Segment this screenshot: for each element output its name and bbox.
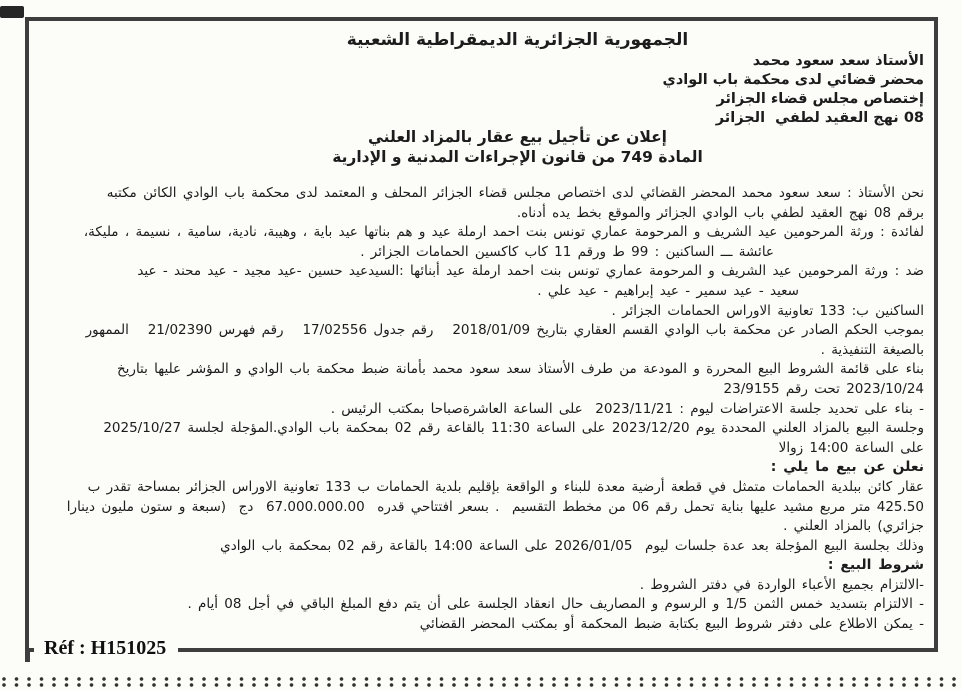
body-line: سعيد - عيد سمير - عيد إبراهيم - عيد علي . xyxy=(537,282,799,299)
body-line: برقم 08 نهج العقيد لطفي باب الوادي الجزائر والموقع بخط يده أدناه. xyxy=(516,204,924,221)
body-line: جزائري) بالمزاد العلني . xyxy=(783,518,924,535)
body-line: - الالتزام بتسديد خمس الثمن 1/5 و الرسوم و المصاريف حال انعقاد الجلسة على أن يتم دفع المبلغ الباقي في أجل 08 أيام . xyxy=(187,596,924,613)
body-line: - يمكن الاطلاع على دفتر شروط البيع بكتابة ضبط المحكمة أو بمكتب المحضر القضائي xyxy=(419,616,924,633)
scan-smudge-artifact xyxy=(0,6,24,18)
bailiff-header-line: الأستاذ سعد سعود محمد xyxy=(752,53,924,69)
bailiff-header-line: 08 نهج العقيد لطفي الجزائر xyxy=(715,110,924,126)
perforated-edge xyxy=(0,676,962,688)
notice-title-line: إعلان عن تأجيل بيع عقار بالمزاد العلني xyxy=(368,128,667,146)
republic-title: الجمهورية الجزائرية الديمقراطية الشعبية xyxy=(346,30,689,50)
reference-label: Réf : H151025 xyxy=(34,634,178,662)
body-line: - بناء على تحديد جلسة الاعتراضات ليوم : 2023/11/21 على الساعة العاشرةصباحا بمكتب الرئيس . xyxy=(330,400,924,417)
bailiff-header-line: محضر قضائي لدى محكمة باب الوادي xyxy=(662,72,924,88)
body-line: -الالتزام بجميع الأعباء الواردة في دفتر الشروط . xyxy=(639,576,924,593)
notice-body xyxy=(39,184,924,635)
body-line: لفائدة : ورثة المرحومين عيد الشريف و المرحومة عماري تونس بنت احمد ارملة عيد و هم بناتها عيد باية ، وهيبة، نادية، سامية ، نسيمة ، مليكة، xyxy=(83,224,924,241)
body-line: بموجب الحكم الصادر عن محكمة باب الوادي القسم العقاري بتاريخ 2018/01/09 رقم جدول 17/02556 رقم فهرس 21/02390 الممهور xyxy=(85,322,924,339)
body-line: نحن الأستاذ : سعد سعود محمد المحضر القضائي لدى اختصاص مجلس قضاء الجزائر المحلف و المعتمد لدى محكمة باب الوادي الكائن مكتبه xyxy=(106,185,924,201)
body-line: على الساعة 14:00 زوالا xyxy=(778,439,924,456)
body-line: وذلك بجلسة البيع المؤجلة بعد عدة جلسات ليوم 2026/01/05 على الساعة 14:00 بالقاعة رقم 02 بمحكمة باب الوادي xyxy=(220,537,924,554)
body-line: شروط البيع : xyxy=(827,557,924,574)
notice-title xyxy=(75,127,960,167)
body-line: بالصيغة التنفيذية . xyxy=(820,341,924,358)
bailiff-header-block xyxy=(39,52,924,128)
body-line: عقار كائن ببلدية الحمامات متمثل في قطعة أرضية معدة للبناء و الواقعة بإقليم بلدية الحمامات ب 133 تعاونية الاوراس الجزائر بمساحة تقدر ب xyxy=(87,478,924,495)
notice-title-line: المادة 749 من قانون الإجراءات المدنية و الإدارية xyxy=(332,148,703,166)
body-line: 425.50 متر مربع مشيد عليها بناية تحمل رقم 06 من مخطط التقسيم . بسعر افتتاحي قدره 67.000.000.00 دج (سبعة و ستون مليون دينارا xyxy=(66,498,924,515)
body-line: الساكنين ب: 133 تعاونية الاوراس الحمامات الجزائر . xyxy=(611,302,924,319)
body-line: 2023/10/24 تحت رقم 23/9155 xyxy=(723,380,924,397)
body-line: ضد : ورثة المرحومين عيد الشريف و المرحومة عماري تونس بنت احمد ارملة عيد أبنائها :السيدعيد حسين -عيد مجيد - عيد محند - عيد xyxy=(137,263,924,280)
body-line: بناء على قائمة الشروط البيع المحررة و المودعة من طرف الأستاذ سعد سعود محمد بأمانة ضبط محكمة باب الوادي و المؤشر عليها بتاريخ xyxy=(116,361,924,378)
document-border-frame xyxy=(25,17,938,652)
body-line: وجلسة البيع بالمزاد العلني المحددة يوم 2023/12/20 على الساعة 11:30 بالقاعة رقم 02 بمحكمة باب الوادي.المؤجلة لجلسة 2025/10/27 xyxy=(103,420,924,437)
body-line: عائشة ـــ الساكنين : 99 ط ورقم 11 كاب كاكسين الحمامات الجزائر . xyxy=(360,243,774,260)
bailiff-header-line: إختصاص مجلس قضاء الجزائر xyxy=(716,91,924,107)
border-corner-step xyxy=(25,648,30,662)
body-line: نعلن عن بيع ما يلي : xyxy=(770,459,924,476)
